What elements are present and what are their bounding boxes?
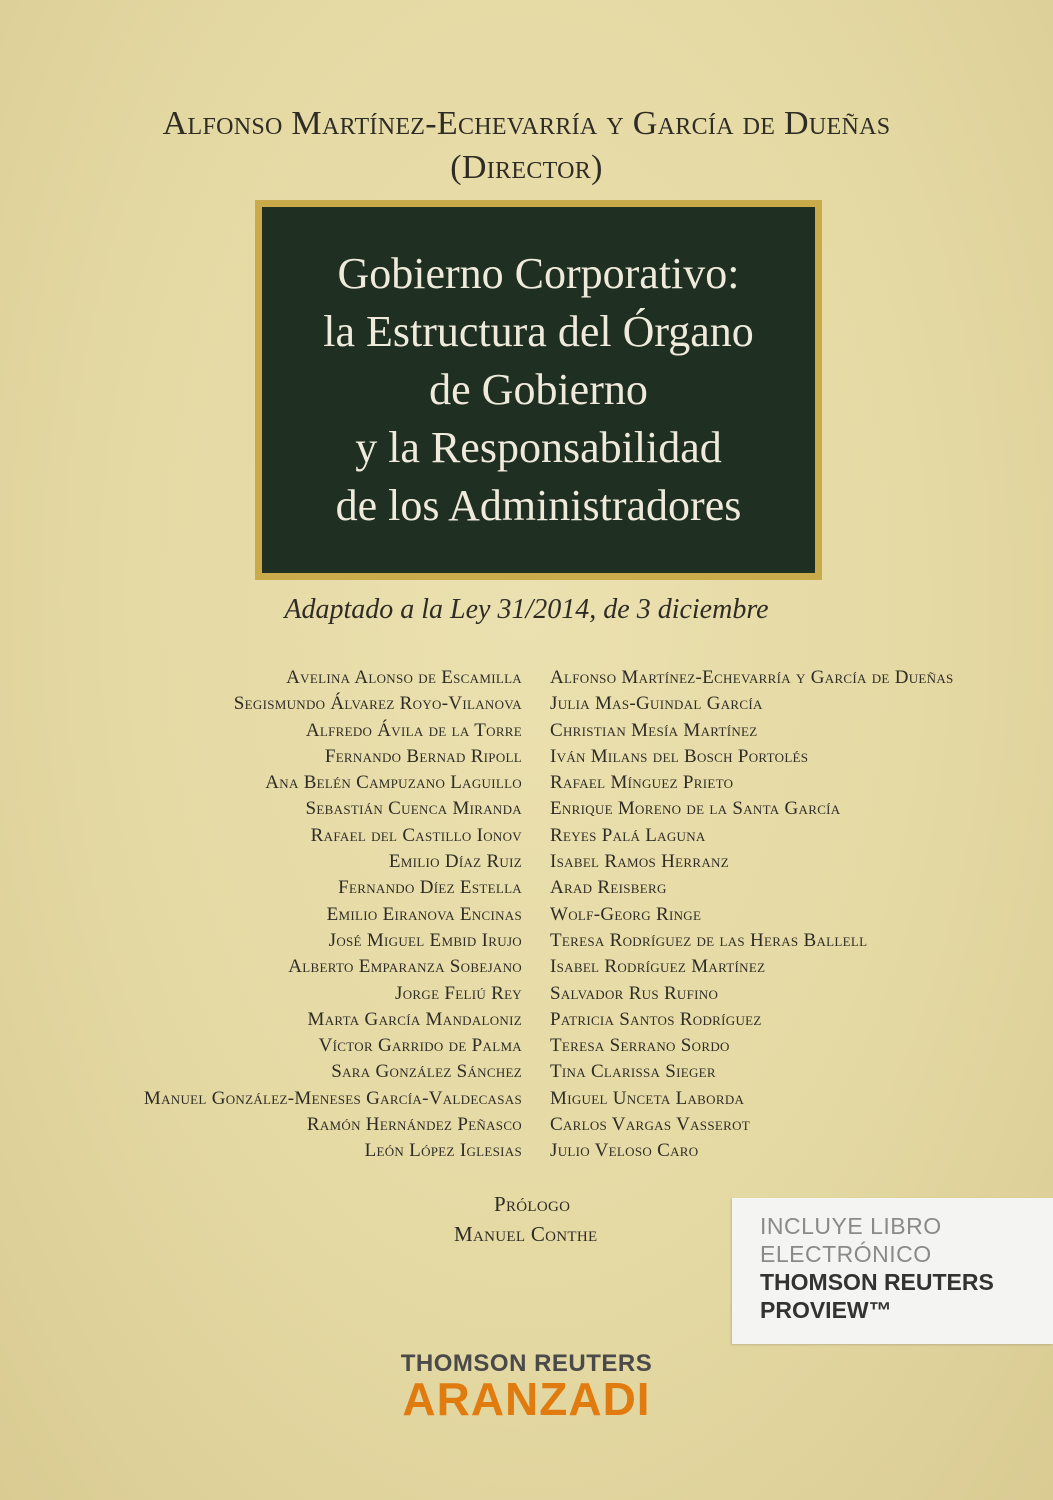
- author-name: Miguel Unceta Laborda: [550, 1087, 745, 1109]
- author-name: Patricia Santos Rodríguez: [550, 1008, 762, 1030]
- author-name: Segismundo Álvarez Royo-Vilanova: [233, 693, 522, 715]
- author-name: Emilio Díaz Ruiz: [388, 851, 522, 873]
- author-name: Rafael Mínguez Prieto: [550, 772, 734, 794]
- author-name: Rafael del Castillo Ionov: [310, 824, 522, 846]
- badge-line: PROVIEW™: [760, 1297, 892, 1323]
- title-line: de Gobierno: [429, 365, 648, 414]
- author-name: Reyes Palá Laguna: [550, 824, 706, 846]
- publisher-logo: ARANZADI: [402, 1373, 651, 1425]
- title-box: [262, 207, 815, 573]
- author-name: Alfredo Ávila de la Torre: [305, 719, 522, 741]
- author-name: Avelina Alonso de Escamilla: [286, 667, 522, 688]
- author-name: Sebastián Cuenca Miranda: [305, 798, 522, 820]
- publisher-group: THOMSON REUTERS: [400, 1350, 653, 1377]
- author-name: Isabel Ramos Herranz: [550, 851, 729, 873]
- author-name: Emilio Eiranova Encinas: [326, 903, 522, 925]
- author-name: Enrique Moreno de la Santa García: [550, 798, 841, 820]
- badge-line: INCLUYE LIBRO: [760, 1213, 942, 1239]
- author-name: Christian Mesía Martínez: [550, 719, 758, 741]
- author-name: Isabel Rodríguez Martínez: [550, 956, 766, 978]
- title-line: Gobierno Corporativo:: [337, 249, 740, 298]
- director-name: Alfonso Martínez-Echevarría y García de Dueñas: [162, 105, 891, 142]
- author-name: León López Iglesias: [364, 1140, 522, 1162]
- authors-left-column: [60, 665, 522, 1165]
- author-name: Manuel González-Meneses García-Valdecasas: [143, 1087, 522, 1109]
- author-name: Salvador Rus Rufino: [550, 982, 719, 1004]
- author-name: Julia Mas-Guindal García: [550, 693, 763, 715]
- author-name: Carlos Vargas Vasserot: [550, 1114, 751, 1136]
- prologue-author: Manuel Conthe: [454, 1222, 598, 1246]
- author-name: Ana Belén Campuzano Laguillo: [265, 772, 522, 794]
- author-name: Sara González Sánchez: [331, 1061, 522, 1083]
- author-name: Wolf-Georg Ringe: [550, 903, 702, 925]
- title-line: de los Administradores: [335, 481, 742, 530]
- author-name: Teresa Rodríguez de las Heras Ballell: [550, 929, 868, 951]
- author-name: Alfonso Martínez-Echevarría y García de Dueñas: [550, 667, 954, 688]
- subtitle: Adaptado a la Ley 31/2014, de 3 diciembre: [284, 594, 769, 625]
- title-line: la Estructura del Órgano: [323, 307, 754, 356]
- director-role: (Director): [450, 149, 603, 186]
- author-name: Fernando Díez Estella: [338, 877, 522, 899]
- author-name: Fernando Bernad Ripoll: [324, 745, 522, 767]
- author-name: Iván Milans del Bosch Portolés: [550, 745, 809, 767]
- badge-line: ELECTRÓNICO: [760, 1241, 932, 1267]
- title-frame: [255, 200, 822, 580]
- author-name: Alberto Emparanza Sobejano: [288, 956, 522, 978]
- prologue-label: Prólogo: [494, 1192, 571, 1216]
- author-name: Ramón Hernández Peñasco: [306, 1114, 522, 1136]
- author-name: José Miguel Embid Irujo: [328, 929, 522, 951]
- author-name: Marta García Mandaloniz: [307, 1008, 522, 1030]
- author-name: Jorge Feliú Rey: [395, 982, 522, 1004]
- author-name: Arad Reisberg: [550, 877, 667, 899]
- title-line: y la Responsabilidad: [355, 423, 722, 472]
- author-name: Julio Veloso Caro: [550, 1140, 699, 1162]
- author-name: Tina Clarissa Sieger: [550, 1061, 716, 1083]
- authors-right-column: [550, 665, 1030, 1165]
- badge-line: THOMSON REUTERS: [760, 1269, 994, 1295]
- author-name: Víctor Garrido de Palma: [318, 1035, 522, 1057]
- ebook-badge: [732, 1198, 1053, 1344]
- author-name: Teresa Serrano Sordo: [550, 1035, 730, 1057]
